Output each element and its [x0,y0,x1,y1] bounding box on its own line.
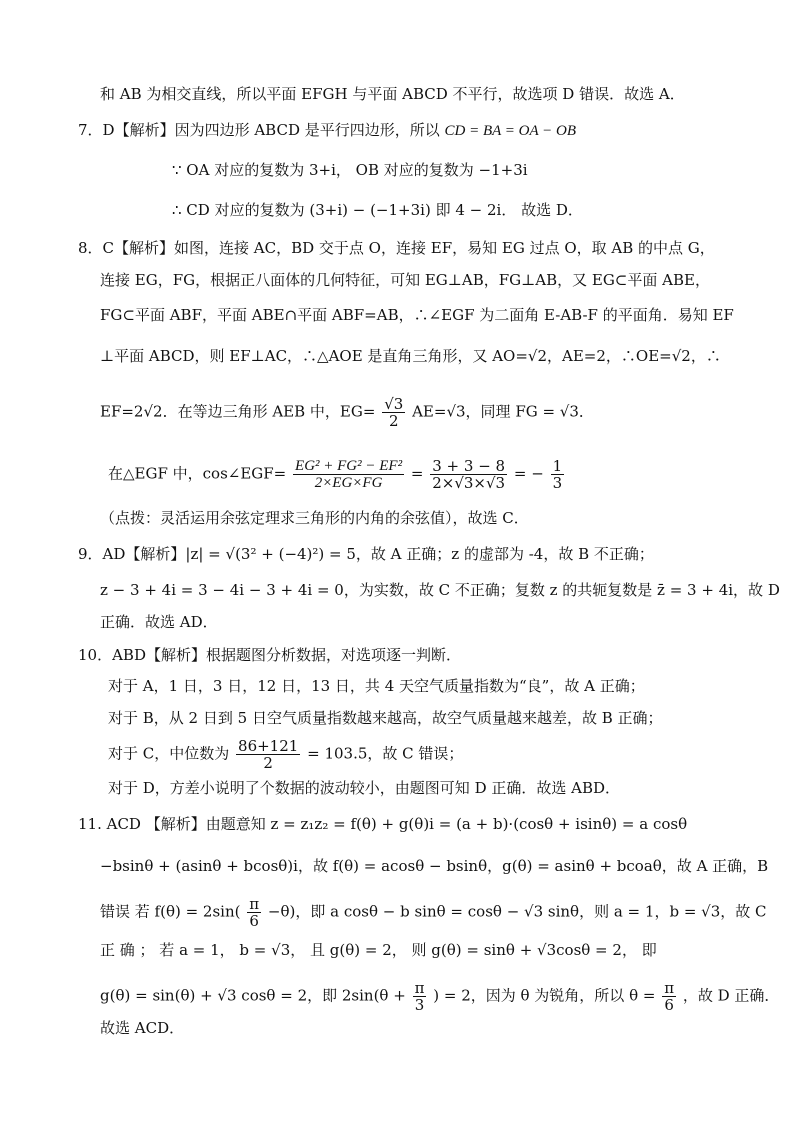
q10-line-4: 对于 C，中位数为 $\frac{86+121}{2}$ = 103.5，故 C 错误； [108,737,464,772]
q11-line-2: −bsinθ + (asinθ + bcosθ)i，故 f(θ) = acosθ − bsinθ，g(θ) = asinθ + bcoaθ，故 A 正确，B [100,857,769,875]
fraction: $\frac{\pi}{6}$ [664,979,675,1014]
q8-line-2: 连接 EG，FG，根据正八面体的几何特征，可知 EG⊥AB，FG⊥AB，又 EG⊂平面 ABE， [100,271,710,289]
q8-line-6: 在△EGF 中，cos∠EGF= $\frac{\text{EG² + FG² − EF²}}{2\times EG\times FG}$ = $\frac{3 + 3 - 8}{2\times√3\times√3}$ = − $\frac{1}{3}$ [108,457,563,492]
q11-line-6: 故选 ACD． [100,1019,185,1037]
q9-line-3: 正确．故选 AD． [100,613,218,631]
q10-line-2: 对于 A，1 日，3 日，12 日，13 日，共 4 天空气质量指数为“良”，故 A 正确； [108,677,645,695]
q11-line-1: 11. ACD 【解析】由题意知 z = z₁z₂ = f(θ) + g(θ)i = (a + b)·(cosθ + isinθ) = a cosθ [78,815,688,833]
q9-line-1: 9．AD【解析】|z| = √(3² + (−4)²) = 5，故 A 正确；z 的虚部为 -4，故 B 不正确； [78,545,654,563]
fraction: $\frac{86+121}{2}$ [238,737,299,772]
q7-line-2: ∵ OA 对应的复数为 3+i， OB 对应的复数为 −1+3i [172,161,528,179]
fraction: $\frac{\text{EG² + FG² − EF²}}{2\times EG\times FG}$ [295,458,403,491]
q8-line-4: ⊥平面 ABCD，则 EF⊥AC，∴△AOE 是直角三角形，又 AO=√2，AE=2，∴OE=√2，∴ [100,347,721,365]
fraction: $\frac{1}{3}$ [552,457,563,492]
fraction: $\frac{\pi}{6}$ [249,895,260,930]
fraction: $\frac{√3}{2}$ [384,395,404,430]
q10-line-5: 对于 D，方差小说明了个数据的波动较小，由题图可知 D 正确．故选 ABD． [108,779,621,797]
q7-line-1 [78,120,576,141]
q10-line-1: 10．ABD【解析】根据题图分析数据，对选项逐一判断． [78,646,461,664]
q11-line-4: 正 确 ； 若 a = 1， b = √3， 且 g(θ) = 2， 则 g(θ) = sinθ + √3cosθ = 2， 即 [100,941,657,959]
text-line: 和 AB 为相交直线，所以平面 EFGH 与平面 ABCD 不平行，故选项 D 错误．故选 A． [100,85,685,103]
q8-line-1: 8．C【解析】如图，连接 AC，BD 交于点 O，连接 EF，易知 EG 过点 O，取 AB 的中点 G， [78,239,715,257]
q7-vector-equation: CD = BA = OA − OB [444,123,577,139]
q10-line-3: 对于 B，从 2 日到 5 日空气质量指数越来越高，故空气质量越来越差，故 B 正确； [108,709,663,727]
q9-line-2: z − 3 + 4i = 3 − 4i − 3 + 4i = 0，为实数，故 C 不正确；复数 z 的共轭复数是 z̄ = 3 + 4i，故 D [100,581,780,599]
q11-line-5: g(θ) = sin(θ) + √3 cosθ = 2，即 2sin(θ + $\frac{\pi}{3}$ ) = 2，因为 θ 为锐角，所以 θ = $\frac{\pi}{6}$ ，故 D 正确． [100,979,780,1014]
q11-line-3: 错误 若 f(θ) = 2sin( $\frac{\pi}{6}$ −θ)，即 a cosθ − b sinθ = cosθ − √3 sinθ，则 a = 1，b = √3，故 C [100,895,767,930]
fraction: $\frac{\pi}{3}$ [414,979,425,1014]
q8-line-7: （点拨：灵活运用余弦定理求三角形的内角的余弦值），故选 C． [100,509,529,527]
q8-line-3: FG⊂平面 ABF，平面 ABE∩平面 ABF=AB，∴∠EGF 为二面角 E-AB-F 的平面角．易知 EF [100,306,734,324]
q7-heading: 7．D【解析】因为四边形 ABCD 是平行四边形，所以 [78,121,440,139]
q8-line-5: EF=2√2．在等边三角形 AEB 中，EG= $\frac{√3}{2}$ AE=√3，同理 FG = √3． [100,395,594,430]
fraction: $\frac{3 + 3 - 8}{2\times√3\times√3}$ [432,457,506,492]
q7-line-3: ∴ CD 对应的复数为 (3+i) − (−1+3i) 即 4 − 2i． 故选 D． [172,201,583,219]
